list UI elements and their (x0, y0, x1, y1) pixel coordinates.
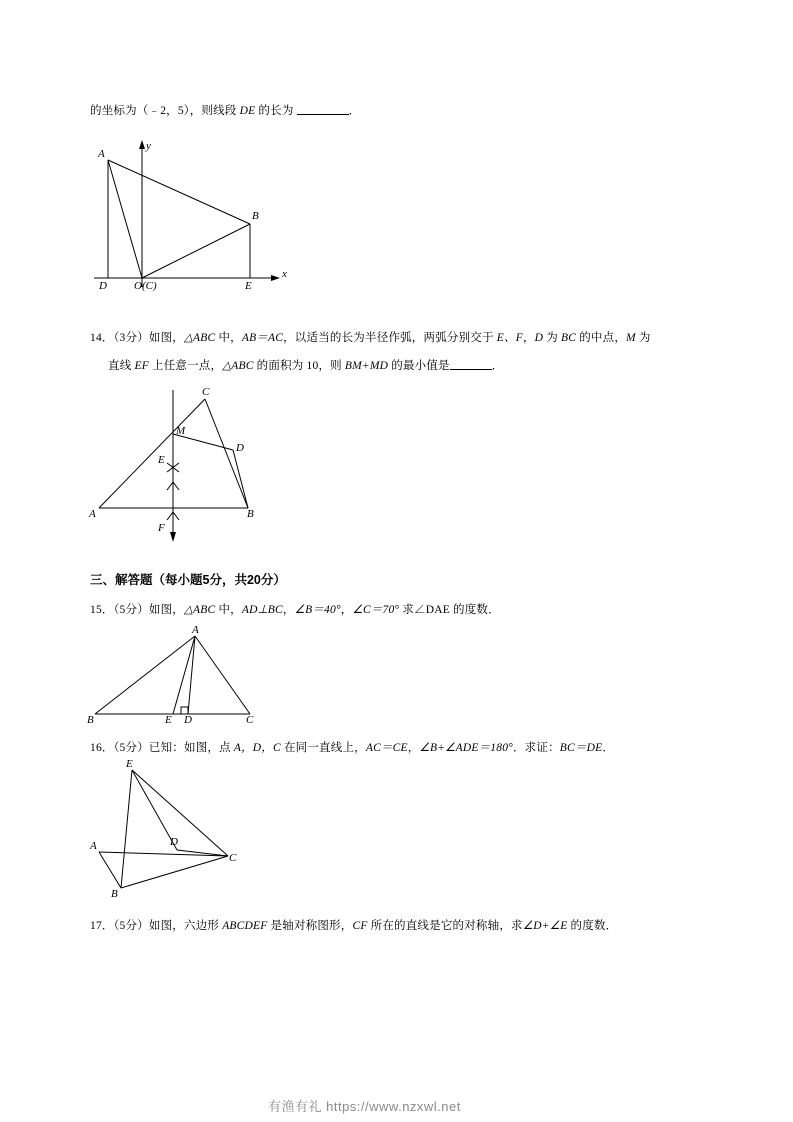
q15-t4: ， (282, 604, 295, 616)
figure-q15-label-E: E (165, 714, 172, 726)
q16-stem-line (90, 740, 614, 757)
figure-q15 (85, 622, 335, 730)
q13-text-c: 的长为 (255, 105, 297, 117)
q14-stem-line1 (90, 330, 651, 347)
q14-t8: 为 (543, 332, 562, 344)
q17-t6: 的度数． (567, 920, 618, 932)
figure-q14-label-B: B (247, 508, 254, 520)
figure-q14-label-D: D (236, 442, 244, 454)
q14-t3: AB＝AC (241, 332, 284, 344)
q14-l2f: BM+MD (344, 360, 389, 372)
figure-q14 (85, 386, 335, 551)
q15-t5: ∠B＝40° (294, 604, 341, 616)
figure-q16-svg (85, 760, 335, 905)
q16-t2: 在同一直线上， (280, 742, 366, 754)
q15-stem-line (90, 602, 500, 619)
q17-t4: 所在的直线是它的对称轴，求 (367, 920, 523, 932)
q14-t9: BC (561, 332, 577, 344)
q14-t7: D (534, 332, 544, 344)
figure-q14-label-E: E (158, 454, 165, 466)
figure-q13 (80, 132, 310, 297)
q14-t2: 中， (215, 332, 242, 344)
section-heading-3: 三、解答题（每小题5分，共20分） (90, 573, 286, 587)
q16-t4: ， (407, 742, 420, 754)
answer-blank-13[interactable] (297, 103, 349, 115)
answer-blank-14[interactable] (450, 358, 492, 370)
watermark: 有渔有礼 https://www.nzxwl.net (268, 1099, 461, 1114)
q15-t8: 求∠DAE 的度数． (399, 604, 500, 616)
q14-t10: 的中点， (576, 332, 627, 344)
figure-q14-label-M: M (176, 425, 186, 437)
q16-t3: AC＝CE (365, 742, 408, 754)
q15-t3: AD⊥BC (241, 604, 283, 616)
q14-t12: 为 (635, 332, 651, 344)
figure-q16-label-E: E (126, 758, 133, 770)
figure-q13-label-x: x (282, 268, 287, 280)
q14-number: 14．（3分）如图， (90, 332, 184, 344)
q13-text-b: DE (239, 105, 256, 117)
q14-l2g: 的最小值是 (388, 360, 450, 372)
q15-t7: ∠C＝70° (352, 604, 400, 616)
q16-t1: A，D，C (233, 742, 281, 754)
figure-q15-svg (85, 622, 335, 730)
q17-t1: ABCDEF (222, 920, 268, 932)
q14-t11: M (626, 332, 636, 344)
q16-t5: ∠B+∠ADE＝180° (419, 742, 513, 754)
q17-number: 17．（5分）如图，六边形 (90, 920, 223, 932)
q13-text-d: ． (348, 105, 361, 117)
q17-stem-line (90, 918, 617, 935)
figure-q13-label-D: D (99, 280, 107, 292)
figure-q13-label-O: O(C) (134, 280, 157, 292)
q14-stem-line2 (108, 358, 503, 375)
q14-t6: ， (522, 332, 535, 344)
figure-q13-label-A: A (98, 148, 105, 160)
q13-text-a: 的坐标为（﹣2，5），则线段 (90, 105, 240, 117)
figure-q14-label-F: F (158, 522, 165, 534)
q14-l2d: △ABC (222, 360, 254, 372)
q15-t6: ， (340, 604, 353, 616)
q13-stem-line (90, 103, 360, 120)
figure-q14-label-A: A (89, 508, 96, 520)
figure-q14-svg (85, 386, 335, 551)
figure-q13-label-y: y (146, 140, 151, 152)
figure-q13-label-E: E (245, 280, 252, 292)
figure-q13-svg (80, 132, 310, 297)
figure-q13-label-B: B (252, 210, 259, 222)
q15-t1: △ABC (184, 604, 216, 616)
q15-number: 15．（5分）如图， (90, 604, 184, 616)
q16-t7: BC＝DE (559, 742, 603, 754)
figure-q15-label-B: B (87, 714, 94, 726)
figure-q16 (85, 760, 335, 905)
q14-t4: ，以适当的长为半径作弧，两弧分别交于 (283, 332, 497, 344)
q16-t6: ．求证： (512, 742, 560, 754)
q14-t1: △ABC (184, 332, 216, 344)
q14-l2c: 上任意一点， (148, 360, 223, 372)
figure-q15-label-D: D (184, 714, 192, 726)
q17-t2: 是轴对称图形， (267, 920, 353, 932)
figure-q16-label-B: B (111, 888, 118, 900)
figure-q15-label-A: A (192, 624, 199, 636)
figure-q16-label-D: D (170, 836, 178, 848)
figure-q16-label-C: C (229, 852, 237, 864)
q15-t2: 中， (215, 604, 242, 616)
q14-l2h: ． (491, 360, 504, 372)
q17-t5: ∠D+∠E (522, 920, 568, 932)
q14-t5: E、F (496, 332, 523, 344)
figure-q15-label-C: C (246, 714, 254, 726)
q14-l2a: 直线 (108, 360, 135, 372)
q16-number: 16．（5分）已知：如图，点 (90, 742, 234, 754)
q14-l2e: 的面积为 10，则 (253, 360, 345, 372)
q14-l2b: EF (134, 360, 149, 372)
q16-t8: ． (602, 742, 615, 754)
figure-q14-label-C: C (202, 386, 210, 398)
q17-t3: CF (352, 920, 368, 932)
figure-q16-label-A: A (90, 840, 97, 852)
